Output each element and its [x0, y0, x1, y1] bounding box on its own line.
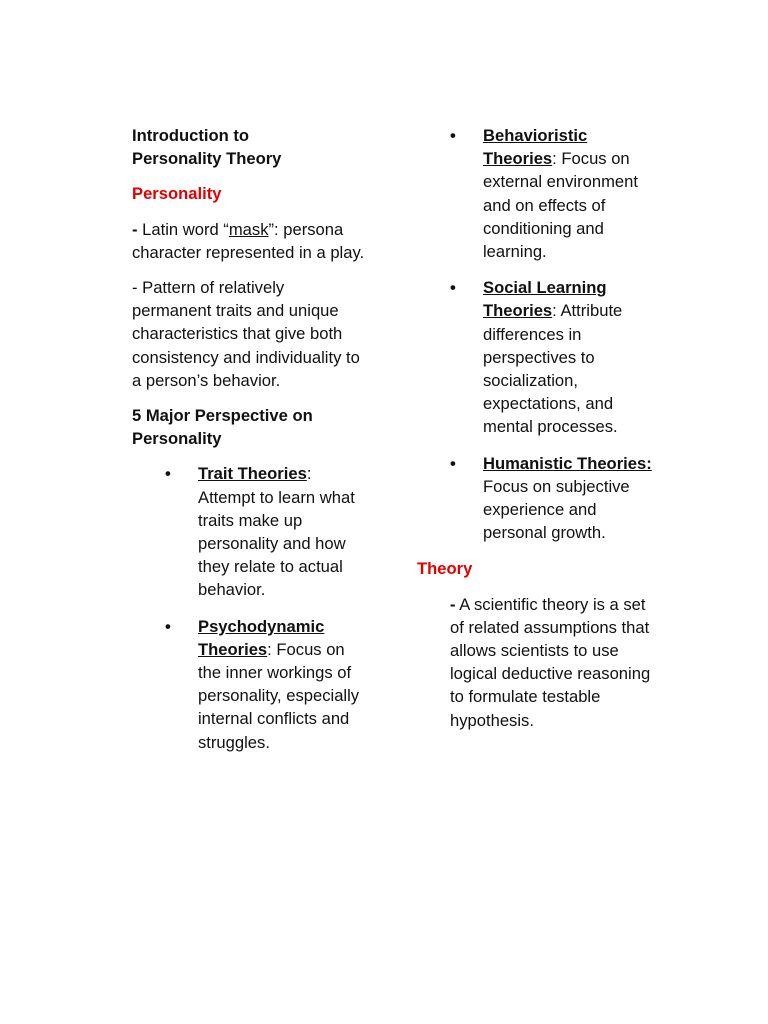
term-separator: : — [267, 639, 272, 659]
left-column — [132, 124, 368, 767]
term-social-learning-theories: Social Learning Theories — [483, 278, 607, 321]
term-description: Attribute differences in perspectives to socialization, expectations, and mental processes. — [483, 301, 623, 437]
list-item-psychodynamic-theories — [132, 615, 368, 754]
latin-definition — [132, 218, 368, 264]
term-psychodynamic-theories: Psychodynamic Theories — [198, 616, 325, 659]
document-title — [132, 124, 368, 170]
term-description: Focus on the inner workings of personality, especially internal conflicts and struggles. — [198, 639, 360, 752]
right-column — [417, 124, 652, 732]
perspectives-heading: 5 Major Perspective on Personality — [132, 406, 313, 449]
perspectives-list-right — [417, 124, 652, 544]
bullet-icon: • — [165, 616, 171, 636]
theory-text: A scientific theory is a set of related assumptions that allows scientists to use logical deductive reasoning to formulate testable hypothesis. — [450, 594, 651, 730]
term-description: Focus on subjective experience and personal growth. — [483, 476, 630, 543]
term-humanistic-theories: Humanistic Theories: — [483, 453, 652, 473]
personality-heading: Personality — [132, 184, 222, 204]
list-item-behavioristic-theories — [417, 124, 652, 263]
theory-heading: Theory — [417, 559, 473, 579]
title-line-2: Personality Theory — [132, 149, 282, 169]
theory-definition — [417, 593, 652, 732]
dash: - — [450, 594, 456, 614]
list-item-social-learning-theories — [417, 276, 652, 438]
list-item-trait-theories — [132, 462, 368, 601]
term-separator: : — [306, 464, 312, 484]
bullet-icon: • — [450, 126, 456, 145]
term-description: Attempt to learn what traits make up personality and how they relate to actual behavior. — [198, 487, 355, 600]
dash: - — [132, 219, 138, 239]
bullet-icon: • — [450, 278, 456, 298]
term-description: Focus on external environment and on effects of conditioning and learning. — [483, 149, 638, 262]
term-separator: : — [552, 301, 557, 321]
term-behavioristic-theories: Behavioristic Theories — [483, 126, 588, 169]
definition-text-end: ”: persona character represented in a play. — [132, 219, 365, 262]
pattern-definition: - Pattern of relatively permanent traits and unique characteristics that give both consistency and individuality to a person’s behavior. — [132, 278, 360, 390]
bullet-icon: • — [450, 453, 456, 473]
bullet-icon: • — [165, 464, 171, 484]
term-separator: : — [552, 149, 557, 169]
term-trait-theories: Trait Theories — [198, 464, 307, 484]
definition-text: Latin word “ — [137, 219, 229, 239]
title-line-1: Introduction to — [132, 126, 250, 145]
perspectives-list-left — [132, 462, 368, 753]
mask-word: mask — [228, 219, 269, 239]
list-item-humanistic-theories — [417, 452, 652, 545]
